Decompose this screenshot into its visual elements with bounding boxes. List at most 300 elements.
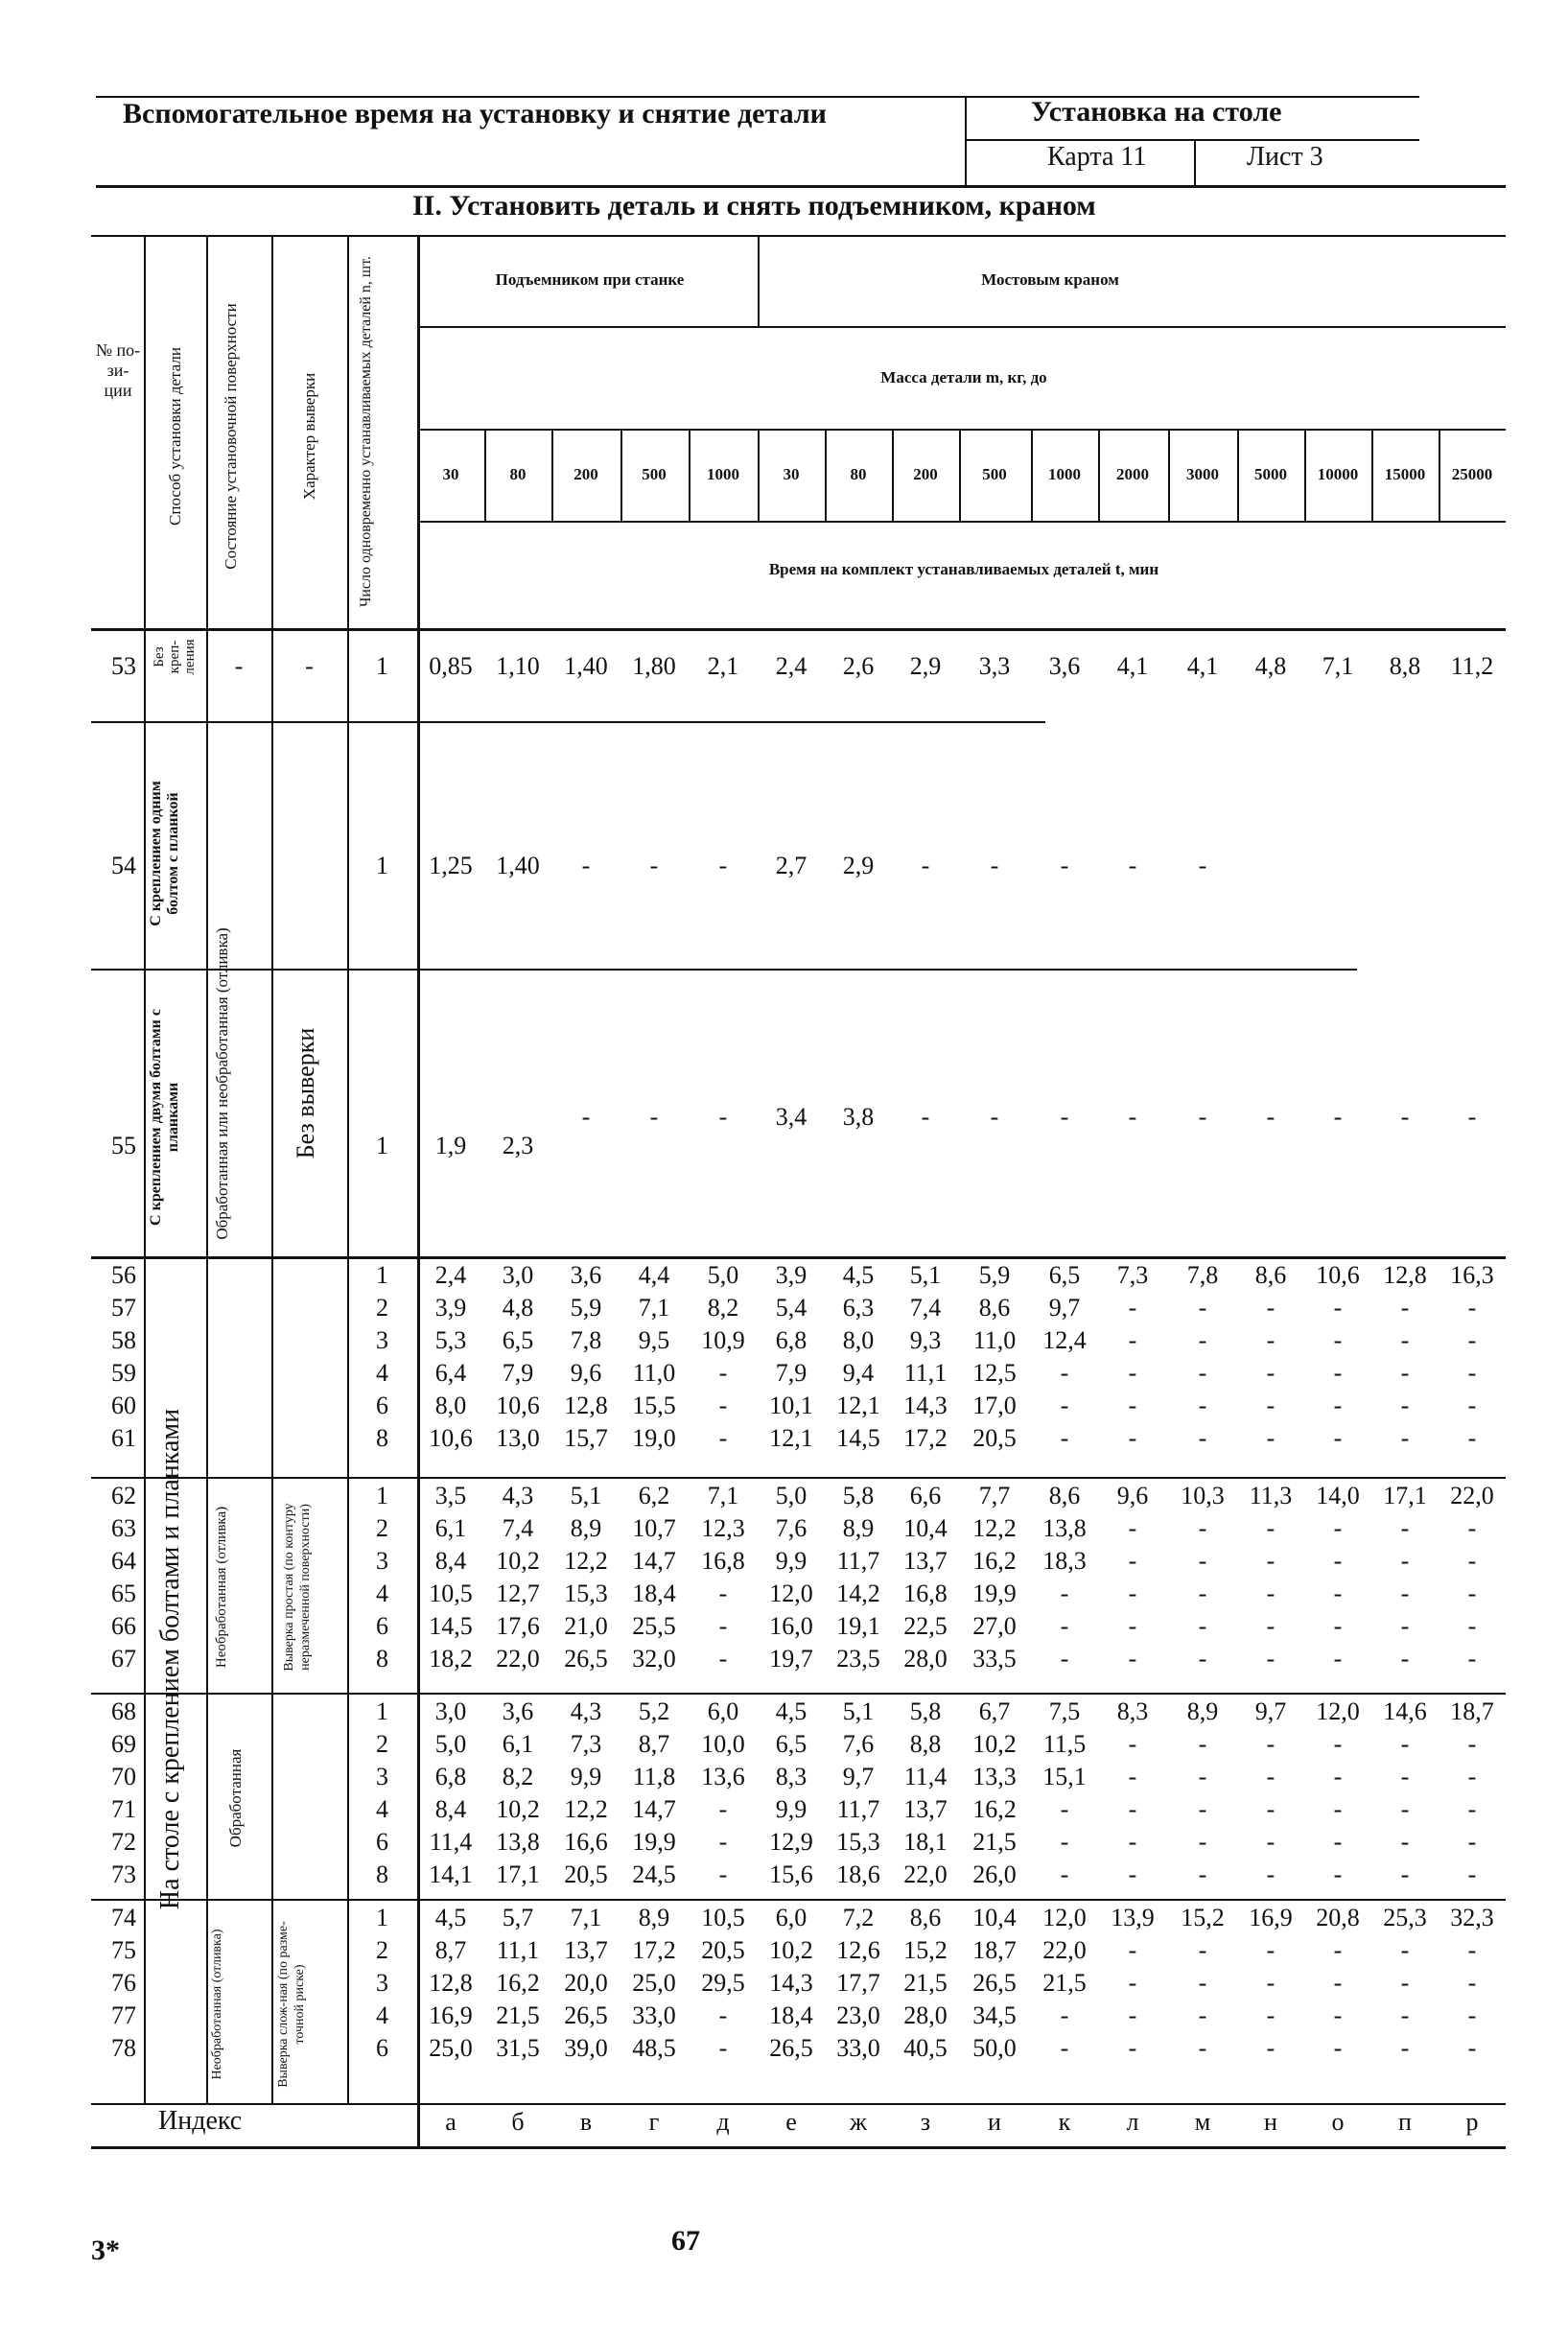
- time-value: -: [718, 1828, 728, 1856]
- index-letter: и: [988, 2108, 1001, 2136]
- part-count: 3: [376, 1326, 388, 1354]
- time-value: 5,1: [909, 1261, 942, 1289]
- time-value: 12,0: [1316, 1697, 1360, 1725]
- time-value: 9,9: [775, 1795, 807, 1823]
- part-count: 1: [376, 1482, 388, 1509]
- time-value: 2,3: [502, 1132, 534, 1159]
- time-value: 6,1: [434, 1514, 467, 1542]
- time-value: 3,4: [775, 1103, 807, 1131]
- time-value: 7,3: [1116, 1261, 1149, 1289]
- time-value: -: [1128, 1936, 1137, 1964]
- time-value: 12,7: [496, 1580, 540, 1607]
- time-value: 50,0: [972, 2034, 1017, 2062]
- time-value: 3,8: [842, 1103, 875, 1131]
- time-value: 1,40: [496, 852, 540, 879]
- time-value: 2,9: [842, 852, 875, 879]
- time-value: -: [1467, 1763, 1477, 1790]
- time-value: 4,4: [638, 1261, 670, 1289]
- time-value: 18,7: [972, 1936, 1017, 1964]
- time-value: 0,85: [429, 652, 473, 680]
- time-value: 5,7: [502, 1904, 534, 1931]
- time-value: -: [1467, 1969, 1477, 1997]
- dash-surface-53: -: [234, 652, 244, 680]
- time-value: -: [1128, 1547, 1137, 1575]
- mass-header-cell: 30: [783, 465, 800, 483]
- position-number: 66: [111, 1612, 136, 1640]
- time-value: -: [1266, 1294, 1275, 1322]
- mass-header-cell: 200: [573, 465, 598, 483]
- position-number: 58: [111, 1326, 136, 1354]
- time-value: 18,1: [903, 1828, 948, 1856]
- alignment-complex: Выверка слож-ная (по разме-точной риске): [276, 1921, 307, 2088]
- part-count: 1: [376, 1132, 388, 1159]
- time-value: 21,5: [972, 1828, 1017, 1856]
- time-value: 19,7: [769, 1645, 813, 1673]
- position-number: 72: [111, 1828, 136, 1856]
- time-value: -: [581, 852, 591, 879]
- time-value: 2,4: [434, 1261, 467, 1289]
- time-value: -: [1400, 1828, 1410, 1856]
- mass-header-cell: 500: [982, 465, 1007, 483]
- part-count: 1: [376, 1904, 388, 1931]
- time-value: -: [718, 852, 728, 879]
- position-number: 63: [111, 1514, 136, 1542]
- time-value: 20,5: [701, 1936, 745, 1964]
- part-count: 3: [376, 1547, 388, 1575]
- time-value: -: [1128, 1326, 1137, 1354]
- section-title: II. Установить деталь и снять подъемником, краном: [412, 190, 1096, 222]
- time-value: -: [649, 852, 659, 879]
- time-value: -: [1400, 1763, 1410, 1790]
- time-value: 6,7: [978, 1697, 1011, 1725]
- time-value: -: [718, 1612, 728, 1640]
- time-value: 7,6: [775, 1514, 807, 1542]
- time-value: 2,7: [775, 852, 807, 879]
- time-value: 16,2: [972, 1795, 1017, 1823]
- index-letter: б: [511, 2108, 525, 2136]
- time-value: 20,5: [564, 1860, 608, 1888]
- position-number: 78: [111, 2034, 136, 2062]
- time-value: 24,5: [632, 1860, 676, 1888]
- time-value: -: [1333, 1547, 1343, 1575]
- time-value: -: [649, 1103, 659, 1131]
- index-letter: а: [445, 2108, 456, 2136]
- time-value: 1,80: [632, 652, 676, 680]
- time-value: -: [1266, 2034, 1275, 2062]
- time-value: 16,9: [1249, 1904, 1293, 1931]
- time-value: -: [1266, 1424, 1275, 1452]
- group-crane: Мостовым краном: [981, 270, 1119, 289]
- time-value: 22,0: [1450, 1482, 1494, 1509]
- time-value: 2,6: [842, 652, 875, 680]
- time-value: -: [1128, 2034, 1137, 2062]
- time-value: 20,8: [1316, 1904, 1360, 1931]
- time-value: -: [1467, 1359, 1477, 1387]
- time-value: 7,4: [502, 1514, 534, 1542]
- time-value: -: [718, 1359, 728, 1387]
- part-count: 6: [376, 1612, 388, 1640]
- time-value: 7,1: [707, 1482, 739, 1509]
- time-value: -: [718, 1392, 728, 1419]
- position-number: 54: [111, 852, 136, 879]
- time-value: 1,9: [434, 1132, 467, 1159]
- time-value: 20,5: [972, 1424, 1017, 1452]
- time-value: 6,1: [502, 1730, 534, 1758]
- alignment-simple: Выверка простая (по контуру неразмеченной поверхности): [282, 1503, 313, 1672]
- mass-header-cell: 80: [509, 465, 527, 483]
- time-value: 7,1: [638, 1294, 670, 1322]
- time-value: 10,2: [496, 1547, 540, 1575]
- time-value: 1,10: [496, 652, 540, 680]
- time-value: 10,6: [429, 1424, 473, 1452]
- part-count: 8: [376, 1424, 388, 1452]
- time-value: -: [1060, 1828, 1069, 1856]
- time-value: -: [1128, 1828, 1137, 1856]
- time-value: 8,6: [978, 1294, 1011, 1322]
- time-value: -: [1128, 1969, 1137, 1997]
- time-value: 25,3: [1383, 1904, 1427, 1931]
- time-value: -: [1467, 2001, 1477, 2029]
- time-value: 16,8: [903, 1580, 948, 1607]
- time-value: 8,8: [1389, 652, 1421, 680]
- time-value: 3,6: [502, 1697, 534, 1725]
- time-value: -: [1333, 1294, 1343, 1322]
- time-value: 11,1: [903, 1359, 948, 1387]
- part-count: 2: [376, 1514, 388, 1542]
- time-value: 5,4: [775, 1294, 807, 1322]
- time-value: 15,2: [903, 1936, 948, 1964]
- position-number: 75: [111, 1936, 136, 1964]
- time-value: -: [921, 1103, 930, 1131]
- position-number: 69: [111, 1730, 136, 1758]
- position-number: 55: [111, 1132, 136, 1159]
- time-value: 5,2: [638, 1697, 670, 1725]
- time-value: -: [1266, 1547, 1275, 1575]
- time-value: 31,5: [496, 2034, 540, 2062]
- time-value: -: [1467, 1645, 1477, 1673]
- time-value: 8,9: [842, 1514, 875, 1542]
- part-count: 4: [376, 1580, 388, 1607]
- time-value: -: [1467, 1326, 1477, 1354]
- time-value: 19,1: [836, 1612, 880, 1640]
- time-value: 18,2: [429, 1645, 473, 1673]
- time-value: 27,0: [972, 1612, 1017, 1640]
- time-value: 8,2: [707, 1294, 739, 1322]
- time-value: 11,7: [836, 1547, 880, 1575]
- part-count: 2: [376, 1936, 388, 1964]
- time-value: 2,1: [707, 652, 739, 680]
- time-value: 16,2: [496, 1969, 540, 1997]
- position-number: 74: [111, 1904, 136, 1931]
- header-sheet: Лист 3: [1247, 142, 1323, 172]
- time-value: -: [1198, 1645, 1207, 1673]
- time-value: -: [1467, 1612, 1477, 1640]
- part-count: 1: [376, 852, 388, 879]
- time-value: 6,5: [502, 1326, 534, 1354]
- header-card: Карта 11: [1047, 142, 1147, 172]
- time-value: -: [1060, 2034, 1069, 2062]
- time-value: -: [1060, 1392, 1069, 1419]
- time-value: 18,6: [836, 1860, 880, 1888]
- column-method: Способ установки детали: [166, 347, 184, 526]
- time-value: 17,1: [496, 1860, 540, 1888]
- time-value: 12,5: [972, 1359, 1017, 1387]
- time-value: 12,0: [1042, 1904, 1087, 1931]
- time-value: 10,0: [701, 1730, 745, 1758]
- time-value: -: [1467, 2034, 1477, 2062]
- time-value: 3,0: [502, 1261, 534, 1289]
- time-value: -: [1128, 852, 1137, 879]
- time-value: -: [1400, 1860, 1410, 1888]
- time-value: -: [1266, 1392, 1275, 1419]
- position-number: 71: [111, 1795, 136, 1823]
- index-letter: г: [648, 2108, 660, 2136]
- time-value: 4,3: [570, 1697, 602, 1725]
- time-value: 12,3: [701, 1514, 745, 1542]
- time-value: 5,0: [434, 1730, 467, 1758]
- time-value: 13,3: [972, 1763, 1017, 1790]
- position-number: 61: [111, 1424, 136, 1452]
- time-value: 8,7: [638, 1730, 670, 1758]
- time-value: 1,25: [429, 852, 473, 879]
- time-value: 22,0: [1042, 1936, 1087, 1964]
- time-value: -: [1198, 1763, 1207, 1790]
- position-number: 64: [111, 1547, 136, 1575]
- time-value: -: [1333, 1359, 1343, 1387]
- time-value: -: [1467, 1860, 1477, 1888]
- time-value: 17,2: [903, 1424, 948, 1452]
- time-value: 7,1: [1322, 652, 1354, 680]
- mass-header-cell: 500: [642, 465, 667, 483]
- time-value: 4,3: [502, 1482, 534, 1509]
- time-value: 17,6: [496, 1612, 540, 1640]
- time-value: 26,5: [972, 1969, 1017, 1997]
- group-hoist: Подъемником при станке: [495, 270, 685, 289]
- time-value: 6,6: [909, 1482, 942, 1509]
- time-value: -: [1467, 1392, 1477, 1419]
- time-value: 10,5: [701, 1904, 745, 1931]
- time-value: -: [1266, 1612, 1275, 1640]
- time-value: 21,5: [903, 1969, 948, 1997]
- time-value: 11,4: [903, 1763, 948, 1790]
- time-value: -: [1333, 1612, 1343, 1640]
- time-value: -: [1400, 2001, 1410, 2029]
- time-value: 10,2: [972, 1730, 1017, 1758]
- time-value: -: [1128, 1730, 1137, 1758]
- time-value: -: [1333, 1580, 1343, 1607]
- time-value: -: [1198, 1969, 1207, 1997]
- time-value: 26,5: [564, 2001, 608, 2029]
- time-value: -: [1333, 1795, 1343, 1823]
- time-value: 14,7: [632, 1795, 676, 1823]
- time-value: 7,9: [775, 1359, 807, 1387]
- time-value: -: [718, 1645, 728, 1673]
- time-label: Время на комплект устанавливаемых деталей t, мин: [768, 560, 1159, 578]
- time-value: 22,0: [496, 1645, 540, 1673]
- time-value: 4,5: [842, 1261, 875, 1289]
- time-value: 7,2: [842, 1904, 875, 1931]
- time-value: 21,5: [496, 2001, 540, 2029]
- time-value: 17,2: [632, 1936, 676, 1964]
- mass-header-cell: 1000: [1048, 465, 1081, 483]
- time-value: 16,3: [1450, 1261, 1494, 1289]
- time-value: 12,2: [564, 1795, 608, 1823]
- mass-header-cell: 15000: [1384, 465, 1426, 483]
- time-value: 12,8: [1383, 1261, 1427, 1289]
- position-number: 76: [111, 1969, 136, 1997]
- time-value: 6,4: [434, 1359, 467, 1387]
- time-value: 39,0: [564, 2034, 608, 2062]
- surface-rough-2: Необработанная (отливка): [210, 1929, 224, 2080]
- time-value: 4,8: [502, 1294, 534, 1322]
- time-value: -: [1333, 1645, 1343, 1673]
- time-value: 18,4: [632, 1580, 676, 1607]
- time-value: -: [718, 1795, 728, 1823]
- time-value: -: [1266, 1969, 1275, 1997]
- time-value: 7,5: [1048, 1697, 1081, 1725]
- time-value: 7,4: [909, 1294, 942, 1322]
- time-value: 10,3: [1181, 1482, 1225, 1509]
- time-value: -: [1266, 1359, 1275, 1387]
- time-value: 14,5: [836, 1424, 880, 1452]
- index-letter: м: [1194, 2108, 1211, 2136]
- time-value: -: [990, 1103, 999, 1131]
- time-value: -: [581, 1103, 591, 1131]
- part-count: 1: [376, 1697, 388, 1725]
- time-value: 11,8: [632, 1763, 676, 1790]
- time-value: 16,8: [701, 1547, 745, 1575]
- alignment-none: Без выверки: [292, 1027, 319, 1159]
- time-value: 21,0: [564, 1612, 608, 1640]
- time-value: 20,0: [564, 1969, 608, 1997]
- time-value: -: [1128, 1763, 1137, 1790]
- index-letter: н: [1264, 2108, 1277, 2136]
- time-value: 12,2: [564, 1547, 608, 1575]
- time-value: 22,5: [903, 1612, 948, 1640]
- time-value: 2,9: [909, 652, 942, 680]
- time-value: 12,1: [769, 1424, 813, 1452]
- time-value: -: [1266, 1645, 1275, 1673]
- part-count: 1: [376, 1261, 388, 1289]
- header-installation: Установка на столе: [1031, 96, 1282, 128]
- position-number: 57: [111, 1294, 136, 1322]
- time-value: 14,3: [903, 1392, 948, 1419]
- time-value: 18,7: [1450, 1697, 1494, 1725]
- time-value: 17,1: [1383, 1482, 1427, 1509]
- part-count: 6: [376, 1392, 388, 1419]
- position-number: 65: [111, 1580, 136, 1607]
- time-value: -: [1400, 1514, 1410, 1542]
- time-value: 10,1: [769, 1392, 813, 1419]
- time-value: -: [1400, 1392, 1410, 1419]
- time-value: 13,7: [903, 1547, 948, 1575]
- time-value: 6,0: [707, 1697, 739, 1725]
- time-value: -: [1467, 1580, 1477, 1607]
- time-value: -: [1266, 2001, 1275, 2029]
- time-value: 12,8: [429, 1969, 473, 1997]
- time-value: 8,6: [1254, 1261, 1287, 1289]
- time-value: -: [1198, 1392, 1207, 1419]
- time-value: 3,5: [434, 1482, 467, 1509]
- mass-header-cell: 200: [913, 465, 938, 483]
- position-number: 53: [111, 652, 136, 680]
- time-value: -: [1400, 1359, 1410, 1387]
- time-value: 9,3: [909, 1326, 942, 1354]
- time-value: 11,0: [632, 1359, 676, 1387]
- position-number: 67: [111, 1645, 136, 1673]
- time-value: -: [1266, 1936, 1275, 1964]
- time-value: 14,5: [429, 1612, 473, 1640]
- time-value: -: [1198, 852, 1207, 879]
- time-value: -: [1060, 2001, 1069, 2029]
- time-value: 16,9: [429, 2001, 473, 2029]
- column-count: Число одновременно устанавливаемых деталей n, шт.: [358, 255, 374, 608]
- position-number: 56: [111, 1261, 136, 1289]
- time-value: -: [1333, 1514, 1343, 1542]
- time-value: 15,6: [769, 1860, 813, 1888]
- mass-header-cell: 30: [442, 465, 459, 483]
- time-value: 8,4: [434, 1795, 467, 1823]
- time-value: 5,1: [570, 1482, 602, 1509]
- time-value: 2,4: [775, 652, 807, 680]
- time-value: 8,6: [909, 1904, 942, 1931]
- mass-label: Масса детали m, кг, до: [880, 368, 1047, 386]
- time-value: -: [1333, 1828, 1343, 1856]
- time-value: -: [718, 1103, 728, 1131]
- position-number: 59: [111, 1359, 136, 1387]
- time-value: 26,5: [564, 1645, 608, 1673]
- index-letter: ж: [850, 2108, 867, 2136]
- time-value: 11,1: [496, 1936, 540, 1964]
- time-value: -: [1198, 1936, 1207, 1964]
- time-value: -: [1400, 1936, 1410, 1964]
- time-value: 17,7: [836, 1969, 880, 1997]
- time-value: 33,5: [972, 1645, 1017, 1673]
- time-value: 3,9: [434, 1294, 467, 1322]
- time-value: -: [1333, 1860, 1343, 1888]
- time-value: 25,0: [632, 1969, 676, 1997]
- time-value: -: [1467, 1294, 1477, 1322]
- time-value: -: [1467, 1730, 1477, 1758]
- time-value: 6,8: [775, 1326, 807, 1354]
- time-value: -: [1467, 1424, 1477, 1452]
- time-value: 12,0: [769, 1580, 813, 1607]
- time-value: 14,6: [1383, 1697, 1427, 1725]
- time-value: -: [718, 1424, 728, 1452]
- index-letter: к: [1058, 2108, 1071, 2136]
- time-value: 6,2: [638, 1482, 670, 1509]
- part-count: 2: [376, 1730, 388, 1758]
- time-value: -: [1060, 1645, 1069, 1673]
- time-value: 8,9: [570, 1514, 602, 1542]
- time-value: 11,7: [836, 1795, 880, 1823]
- mass-header-cell: 25000: [1451, 465, 1493, 483]
- time-value: 7,8: [1186, 1261, 1219, 1289]
- time-value: 28,0: [903, 1645, 948, 1673]
- time-value: 7,7: [978, 1482, 1011, 1509]
- time-value: 12,2: [972, 1514, 1017, 1542]
- time-value: -: [1400, 1424, 1410, 1452]
- time-value: 13,8: [496, 1828, 540, 1856]
- mass-header-cell: 5000: [1254, 465, 1287, 483]
- mass-header-cell: 1000: [707, 465, 739, 483]
- method-56: На столе с креплением болтами и планками: [155, 1408, 185, 1910]
- time-value: 15,7: [564, 1424, 608, 1452]
- time-value: 14,3: [769, 1969, 813, 1997]
- time-value: 4,1: [1116, 652, 1149, 680]
- time-value: -: [1128, 1392, 1137, 1419]
- time-value: 7,3: [570, 1730, 602, 1758]
